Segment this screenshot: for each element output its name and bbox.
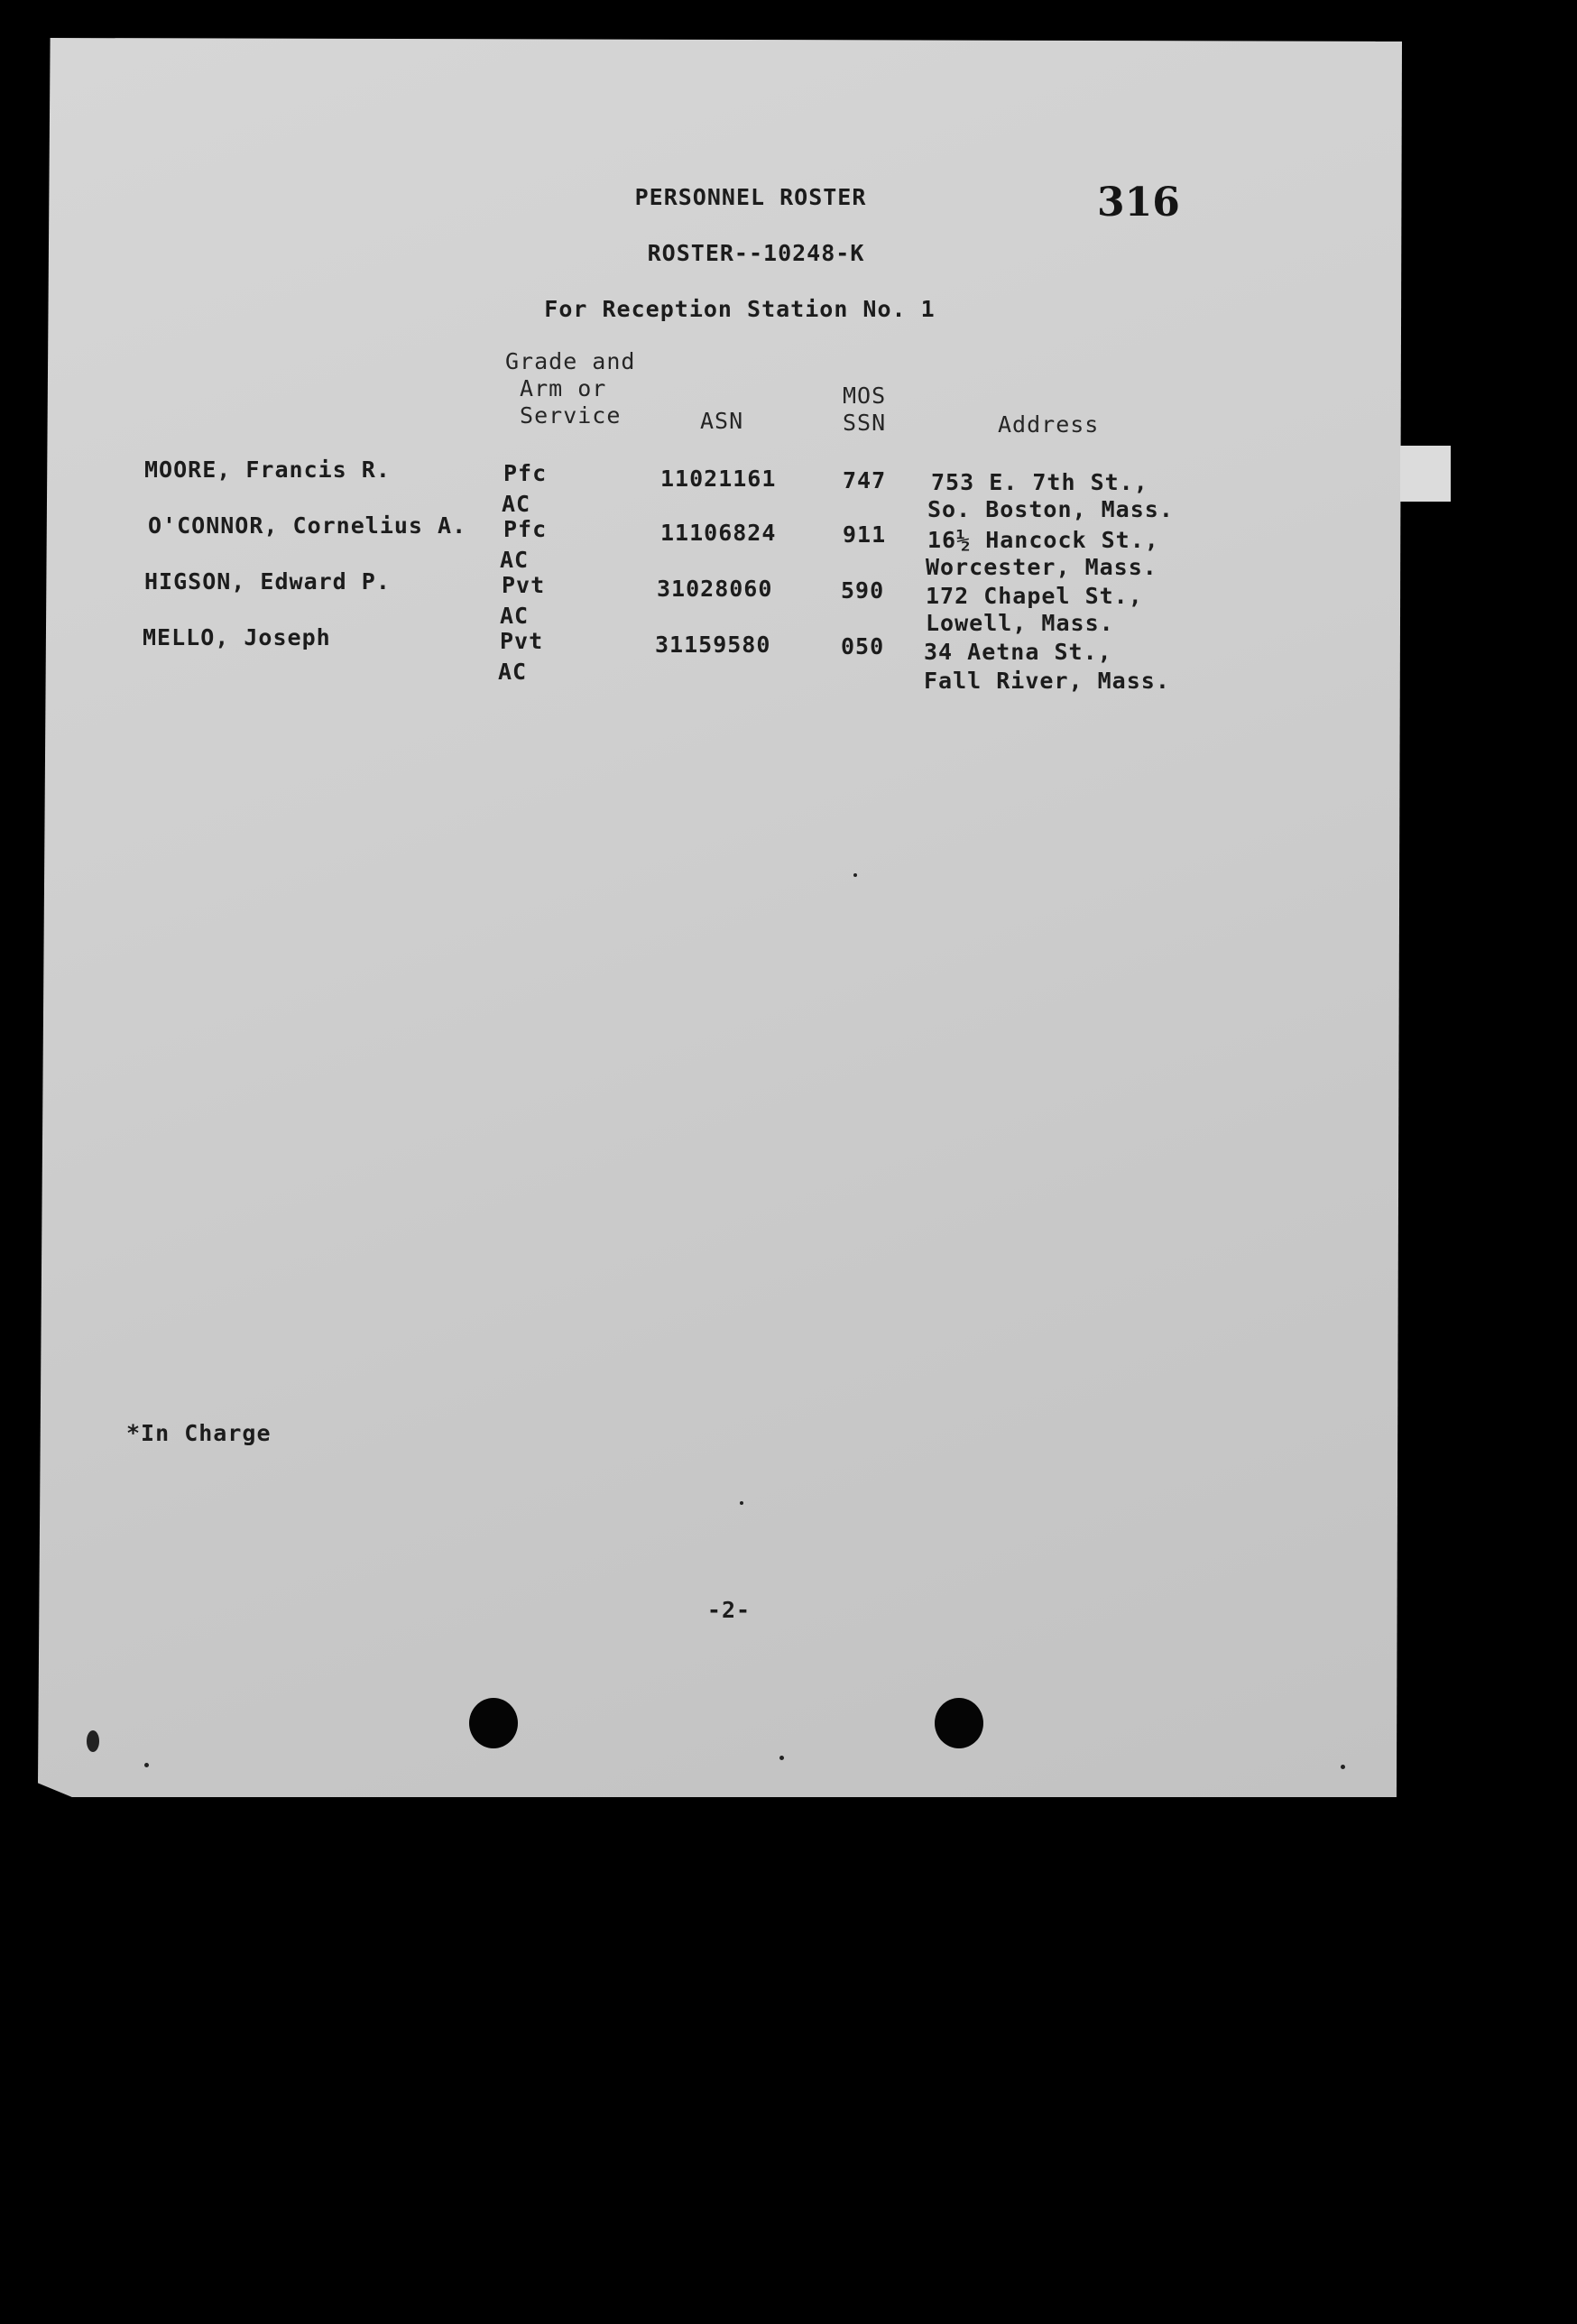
row-name: O'CONNOR, Cornelius A. xyxy=(148,512,467,539)
document-title: PERSONNEL ROSTER xyxy=(634,184,867,210)
row-address-line2: So. Boston, Mass. xyxy=(927,496,1174,522)
row-name: HIGSON, Edward P. xyxy=(144,568,391,595)
column-header-grade: Grade and Arm or Service xyxy=(505,348,636,429)
row-branch: AC xyxy=(500,547,530,573)
paper-tab xyxy=(1400,446,1451,502)
roster-number: ROSTER--10248-K xyxy=(647,240,865,266)
column-header-asn: ASN xyxy=(700,408,744,434)
handwritten-page-number: 316 xyxy=(1097,180,1180,226)
row-mos: 050 xyxy=(841,633,885,659)
row-branch: AC xyxy=(498,659,528,685)
column-header-address: Address xyxy=(998,411,1100,438)
row-branch: AC xyxy=(502,491,531,517)
row-grade: Pvt xyxy=(502,572,546,598)
row-name: MOORE, Francis R. xyxy=(144,456,391,483)
column-header-mos: MOS SSN xyxy=(843,383,887,436)
row-asn: 31159580 xyxy=(655,632,771,658)
row-branch: AC xyxy=(500,603,530,629)
row-address-line2: Worcester, Mass. xyxy=(926,554,1157,580)
ink-speck xyxy=(779,1756,784,1760)
ink-speck xyxy=(87,1730,99,1752)
row-address-line2: Fall River, Mass. xyxy=(924,668,1170,694)
row-grade: Pvt xyxy=(500,628,544,654)
punch-hole-right xyxy=(935,1698,983,1748)
row-asn: 11106824 xyxy=(660,520,777,546)
row-mos: 747 xyxy=(843,467,887,493)
ink-speck xyxy=(144,1763,149,1767)
row-grade: Pfc xyxy=(503,516,548,542)
row-name: MELLO, Joseph xyxy=(143,624,331,650)
row-asn: 11021161 xyxy=(660,466,777,492)
row-address-line1: 34 Aetna St., xyxy=(924,639,1112,665)
page-footer: -2- xyxy=(706,1597,752,1623)
ink-speck xyxy=(1341,1765,1345,1769)
punch-hole-left xyxy=(469,1698,518,1748)
row-address-line1: 753 E. 7th St., xyxy=(931,469,1148,495)
row-address-line1: 16½ Hancock St., xyxy=(927,527,1159,553)
ink-speck xyxy=(853,873,857,877)
row-mos: 911 xyxy=(843,521,887,548)
footnote: *In Charge xyxy=(126,1420,272,1446)
row-address-line1: 172 Chapel St., xyxy=(926,583,1143,609)
row-grade: Pfc xyxy=(503,460,548,486)
row-address-line2: Lowell, Mass. xyxy=(926,610,1114,636)
row-asn: 31028060 xyxy=(657,576,773,602)
row-mos: 590 xyxy=(841,577,885,604)
document-subtitle: For Reception Station No. 1 xyxy=(544,296,936,322)
ink-speck xyxy=(740,1501,743,1505)
